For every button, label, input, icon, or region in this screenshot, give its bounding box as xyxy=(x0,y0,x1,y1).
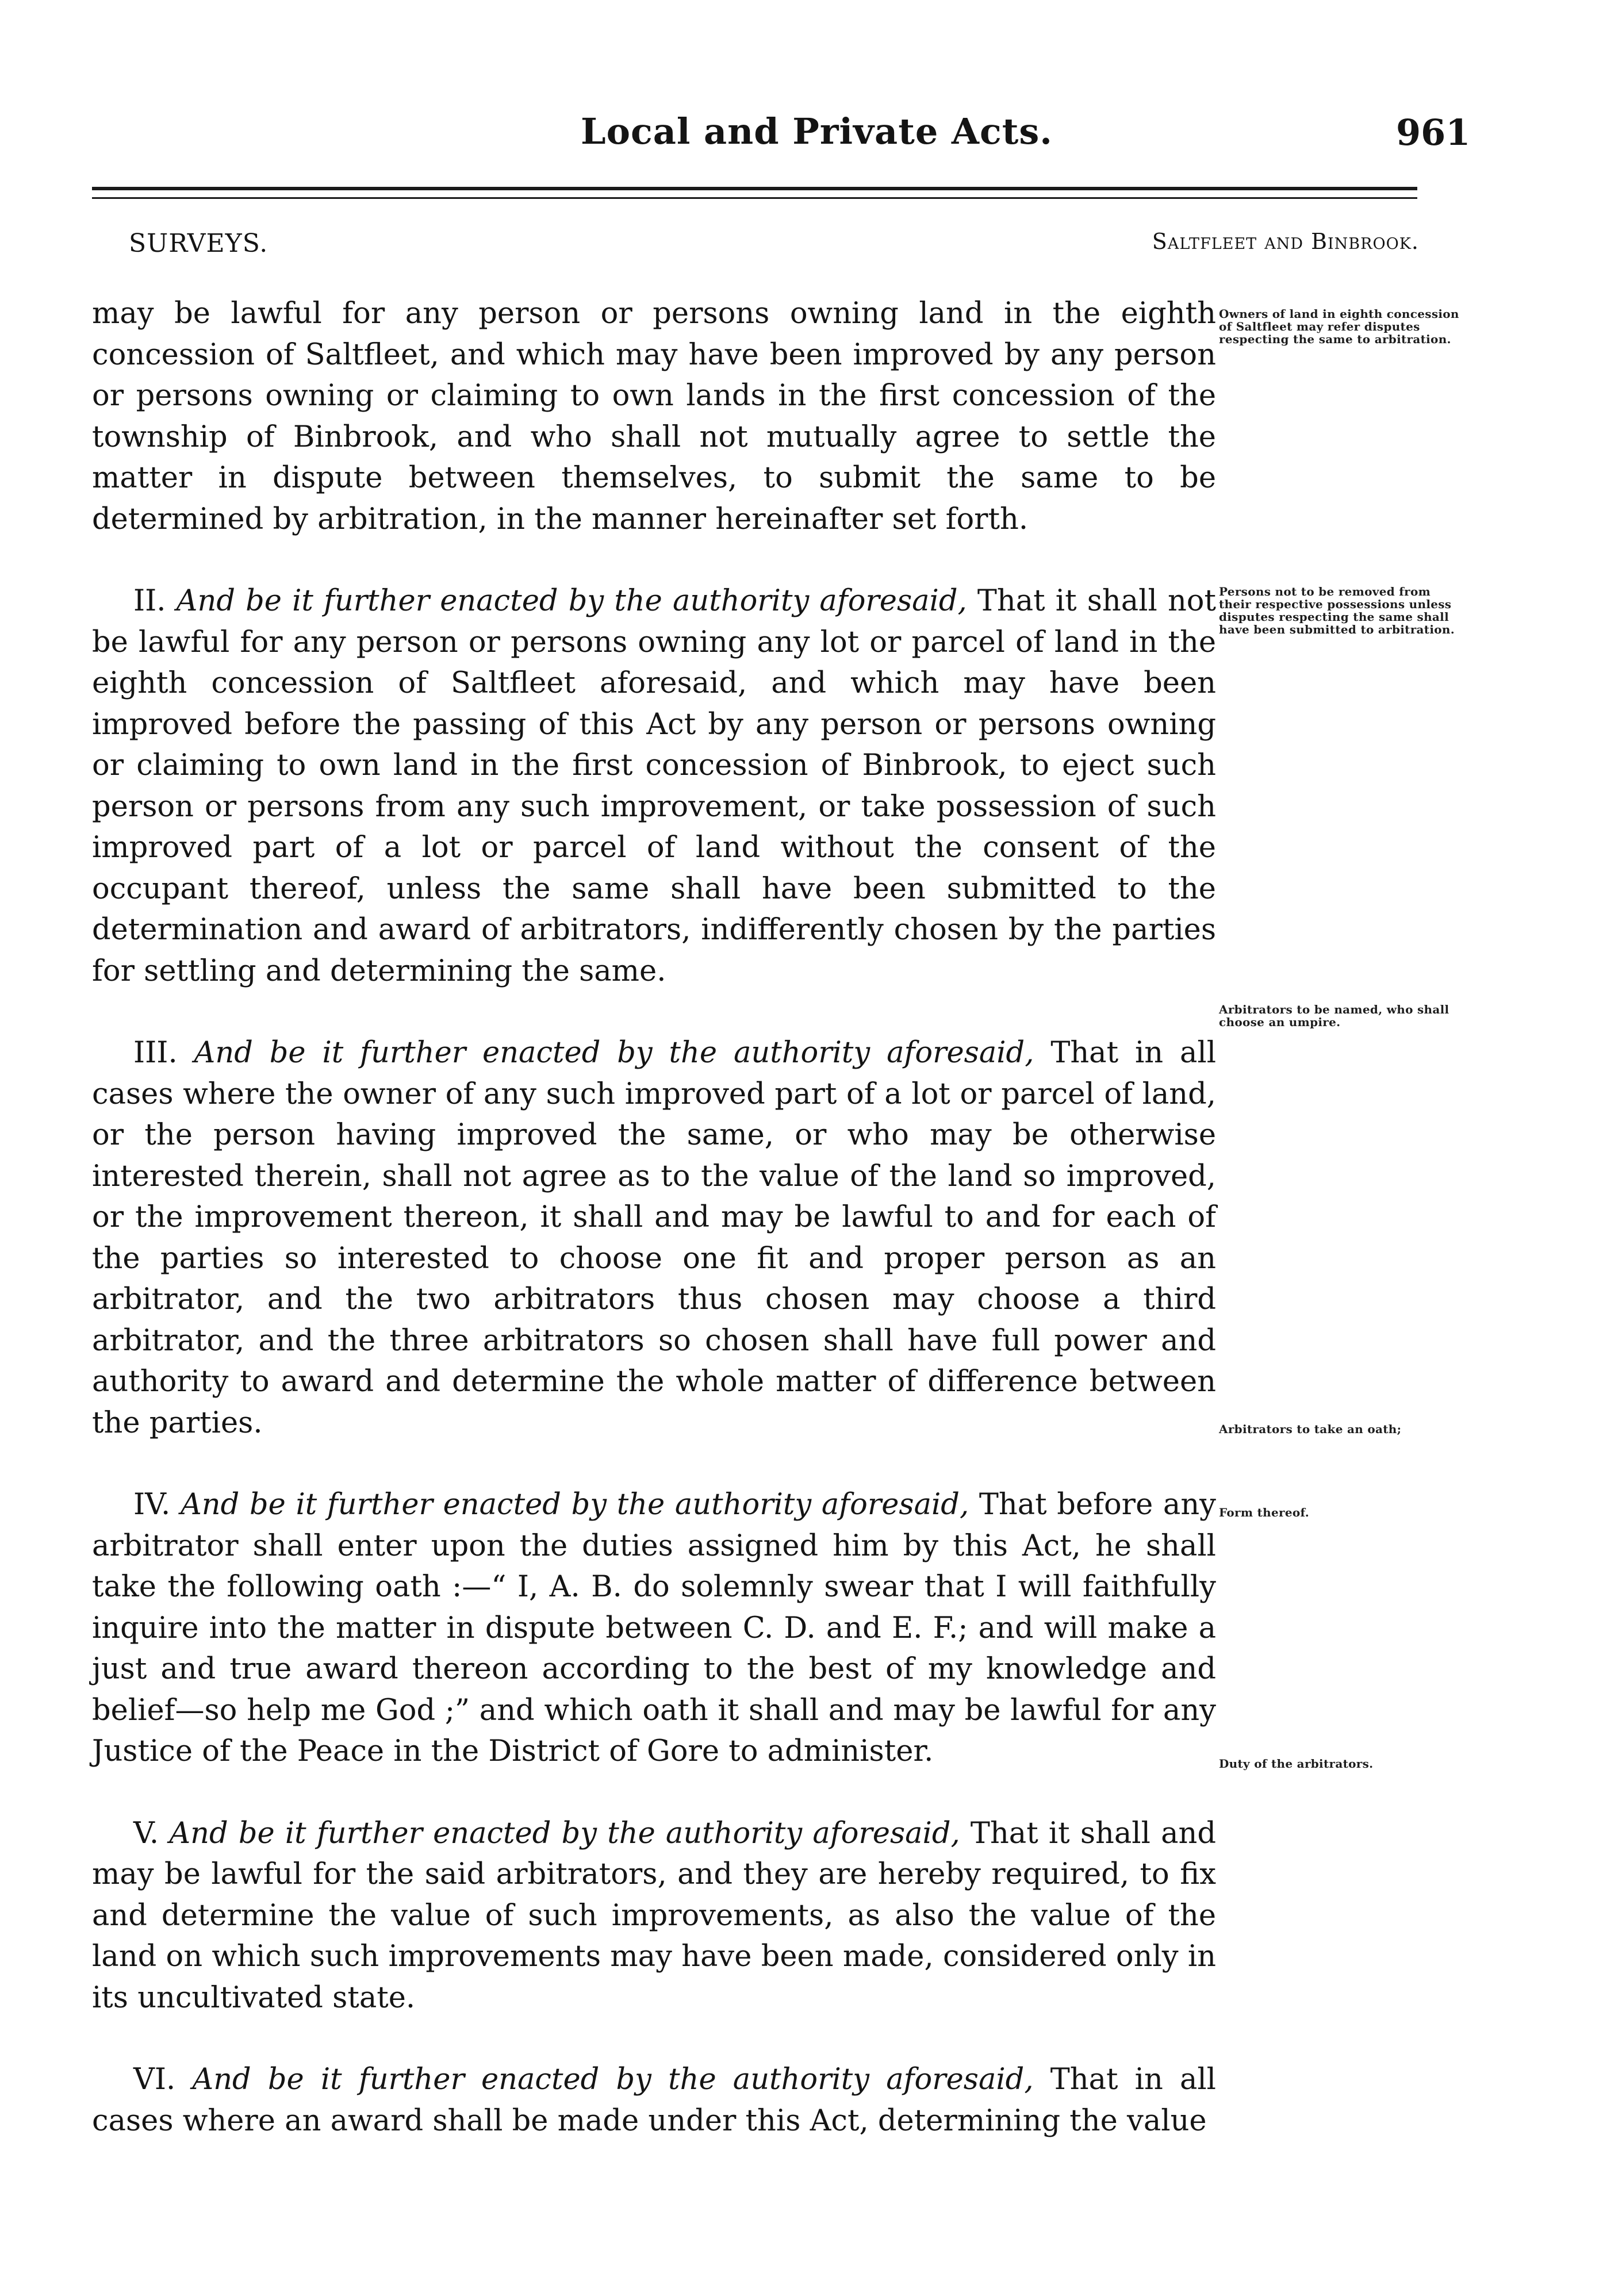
margin-note-arbitrators-named: Arbitrators to be named, who shall choose an umpire. xyxy=(1219,1003,1449,1029)
section-paragraph-III xyxy=(92,1032,1216,1443)
page-number: 961 xyxy=(1396,112,1471,153)
body-text xyxy=(92,293,1216,2182)
section-numeral: III. xyxy=(133,1036,178,1070)
section-numeral: VI. xyxy=(133,2063,176,2097)
section-heading xyxy=(0,229,1603,263)
margin-note-persons-not-removed: Persons not to be removed from their respective possessions unless disputes respecting the same shall have been submitted to arbitration. xyxy=(1219,585,1455,636)
paragraph-text: That it shall not be lawful for any person or persons owning any lot or parcel of land in the eighth concession of Saltfleet aforesaid, and which may have been improved before the passing of this Act by any person or persons owning or claiming to own land in the first concession of Binbrook, to eject such person or persons from any such improvement, or take possession of such improved part of a lot or parcel of land without the consent of the occupant thereof, unless the same shall have been submitted to the determination and award of arbitrators, indifferently chosen by the parties for settling and determining the same. xyxy=(92,584,1217,988)
enacting-clause: And be it further enacted by the authority aforesaid, xyxy=(169,1816,960,1850)
paragraph-text: That it shall and may be lawful for the said arbitrators, and they are hereby required, to fix and determine the value of such improvements, as also the value of the land on which such improvements may have been made, considered only in its uncultivated state. xyxy=(92,1816,1217,2015)
running-head xyxy=(0,110,1603,162)
enacting-clause: And be it further enacted by the authority aforesaid, xyxy=(194,1036,1034,1070)
margin-note-arbitrators-oath: Arbitrators to take an oath; xyxy=(1219,1422,1402,1436)
paragraph-continued xyxy=(92,293,1216,540)
section-paragraph-IV xyxy=(92,1484,1216,1772)
section-heading-right: Saltfleet and Binbrook. xyxy=(1152,229,1419,254)
margin-note-owners-arbitration: Owners of land in eighth concession of Saltfleet may refer disputes respecting the same to arbitration. xyxy=(1219,307,1459,346)
running-title: Local and Private Acts. xyxy=(581,110,1053,152)
margin-note-form-thereof: Form thereof. xyxy=(1219,1506,1309,1519)
enacting-clause: And be it further enacted by the authority aforesaid, xyxy=(176,584,967,618)
section-paragraph-VI xyxy=(92,2059,1216,2141)
enacting-clause: And be it further enacted by the authority aforesaid, xyxy=(192,2063,1034,2097)
enacting-clause: And be it further enacted by the authority aforesaid, xyxy=(180,1488,969,1522)
section-numeral: II. xyxy=(133,584,166,618)
header-rule-thin xyxy=(92,197,1417,199)
margin-note-duty-arbitrators: Duty of the arbitrators. xyxy=(1219,1757,1374,1771)
section-paragraph-II xyxy=(92,581,1216,992)
paragraph-text: That in all cases where an award shall be made under this Act, determining the value xyxy=(92,2063,1216,2138)
header-rule-thick xyxy=(92,187,1417,190)
section-numeral: V. xyxy=(133,1816,159,1850)
section-heading-left: SURVEYS. xyxy=(129,229,269,258)
paragraph-text: may be lawful for any person or persons owning land in the eighth concession of Saltfleet, and which may have been improved by any person or persons owning or claiming to own lands in the first concession of the township of Binbrook, and who shall not mutually agree to settle the matter in dispute between themselves, to submit the same to be determined by arbitration, in the manner hereinafter set forth. xyxy=(92,297,1216,536)
paragraph-text: That before any arbitrator shall enter upon the duties assigned him by this Act, he shall take the following oath :—“ I, A. B. do solemnly swear that I will faithfully inquire into the matter in dispute between C. D. and E. F.; and will make a just and true award thereon according to the best of my knowledge and belief—so help me God ;” and which oath it shall and may be lawful for any Justice of the Peace in the District of Gore to administer. xyxy=(92,1488,1216,1768)
paragraph-text: That in all cases where the owner of any such improved part of a lot or parcel of land, or the person having improved the same, or who may be otherwise interested therein, shall not agree as to the value of the land so improved, or the improvement thereon, it shall and may be lawful to and for each of the parties so interested to choose one fit and proper person as an arbitrator, and the two arbitrators thus chosen may choose a third arbitrator, and the three arbitrators so chosen shall have full power and authority to award and determine the whole matter of difference between the parties. xyxy=(92,1036,1217,1440)
section-paragraph-V xyxy=(92,1813,1216,2019)
section-numeral: IV. xyxy=(133,1488,171,1522)
